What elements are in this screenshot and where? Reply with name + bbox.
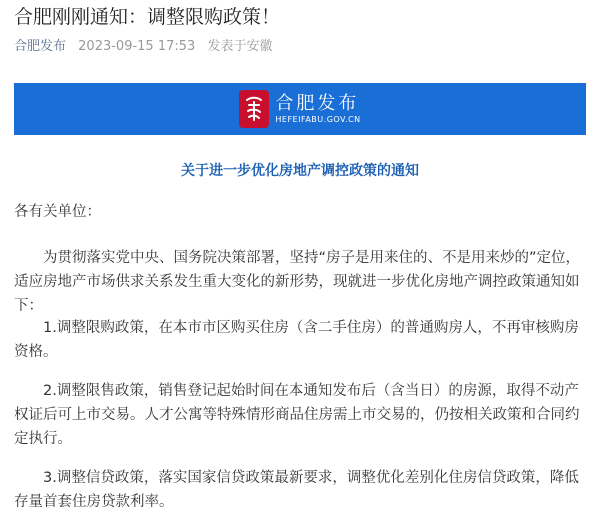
- banner-logo-group: [239, 90, 360, 128]
- notice-intro-paragraph: 为贯彻落实党中央、国务院决策部署，坚持“房子是用来住的、不是用来炒的”定位，适应房地产市场供求关系发生重大变化的新形势，现就进一步优化房地产调控政策通知如下：: [14, 250, 581, 314]
- article-title: 合肥刚刚通知：调整限购政策！: [14, 6, 281, 28]
- notice-item-1: 1.调整限购政策，在本市市区购买住房（含二手住房）的普通购房人，不再审核购房资格。: [14, 320, 579, 360]
- account-name-link[interactable]: 合肥发布: [14, 39, 67, 54]
- notice-item-3: 3.调整信贷政策，落实国家信贷政策最新要求，调整优化差别化住房信贷政策，降低存量首套住房贷款利率。: [14, 470, 579, 510]
- notice-greeting: 各有关单位：: [14, 204, 101, 220]
- notice-title: 关于进一步优化房地产调控政策的通知: [181, 163, 419, 179]
- publish-time: 2023-09-15 17:53: [78, 39, 196, 54]
- hefei-seal-logo-icon: [239, 90, 269, 128]
- article-meta: [14, 38, 272, 56]
- header-banner-image: [14, 83, 586, 135]
- banner-domain: HEFEIFABU.GOV.CN: [275, 114, 361, 124]
- banner-brand-name: 合肥发布: [275, 92, 360, 114]
- notice-item-2: 2.调整限售政策，销售登记起始时间在本通知发布后（含当日）的房源，取得不动产权证后可上市交易。人才公寓等特殊情形商品住房需上市交易的，仍按相关政策和合同约定执行。: [14, 383, 580, 447]
- banner-text-group: [275, 94, 360, 125]
- publish-location: 发表于安徽: [207, 39, 273, 54]
